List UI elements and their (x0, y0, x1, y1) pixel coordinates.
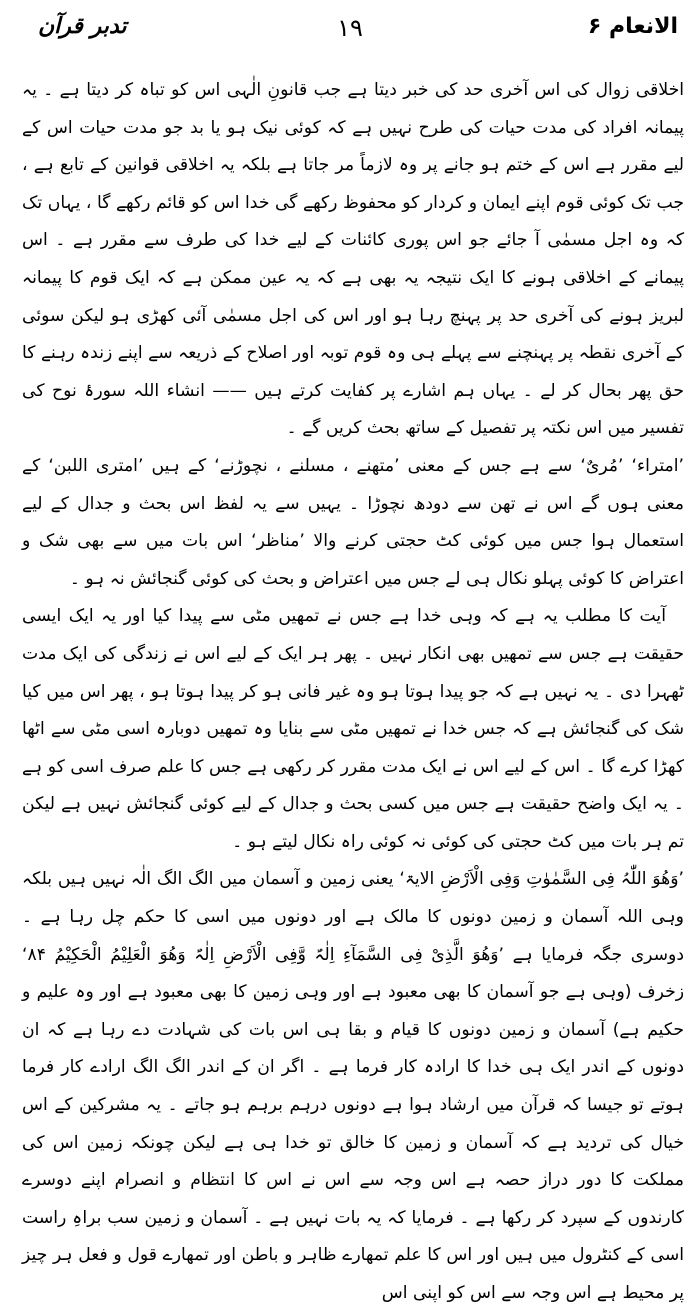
commentary-body (22, 72, 684, 1313)
paragraph-heavens-earth: ’وَھُوَ اللّٰہُ فِی السَّمٰوٰتِ وَفِی الْاَرْضِ الایۃ‘ یعنی زمین و آسمان میں الگ الگ الٰہ نہیں ہیں بلکہ وہی اللہ آسمان و زمین دونوں کا مالک ہے اور دونوں میں اسی کا حکم چل رہا ہے ۔ دوسری جگہ فرمایا ہے ’وَھُوَ الَّذِیْ فِی السَّمَآءِ اِلٰہٌ وَّفِی الْاَرْضِ اِلٰہٌ وَھُوَ الْعَلِیْمُ الْحَکِیْمُ ۸۴‘ زخرف (وہی ہے جو آسمان کا بھی معبود ہے اور وہی زمین کا بھی معبود ہے اور وہ علیم و حکیم ہے) آسمان و زمین دونوں کا قیام و بقا ہی اس بات کی شہادت دے رہا ہے کہ ان دونوں کے اندر ایک ہی خدا کا ارادہ کار فرما ہے ۔ اگر ان کے اندر الگ الگ ارادے کار فرما ہوتے تو جیسا کہ قرآن میں ارشاد ہوا ہے دونوں درہم برہم ہو جاتے ۔ یہ مشرکین کے اس خیال کی تردید ہے کہ آسمان و زمین کا خالق تو خدا ہی ہے لیکن چونکہ زمین اس کی مملکت کا دور دراز حصہ ہے اس وجہ سے اس نے اس کا انتظام و انصرام اپنے دوسرے کارندوں کے سپرد کر رکھا ہے ۔ فرمایا کہ یہ بات نہیں ہے ۔ آسمان و زمین سب براہِ راست اسی کے کنٹرول میں ہیں اور اس کا علم تمھارے ظاہر و باطن اور تمھارے قول و فعل ہر چیز پر محیط ہے اس وجہ سے اس کو اپنی اس (22, 869, 684, 1303)
page-header (0, 0, 700, 66)
paragraph-imtira-meaning: ’امتراء‘ ’مُریٌ‘ سے ہے جس کے معنی ’متھنے ، مسلنے ، نچوڑنے‘ کے ہیں ’امتری اللبن‘ کے معنی ہوں گے اس نے تھن سے دودھ نچوڑا ۔ یہیں سے یہ لفظ اس بحث و جدال کے لیے استعمال ہوا جس میں کوئی کٹ حجتی کرنے والا ’مناظر‘ اس بات میں سے بھی شک و اعتراض کا کوئی پہلو نکال ہی لے جس میں اعتراض و بحث کی کوئی گنجائش نہ ہو ۔ (22, 455, 684, 589)
page-number: ١٩ (337, 14, 363, 42)
paragraph-moral-decline: اخلاقی زوال کی اس آخری حد کی خبر دیتا ہے جب قانونِ الٰہی اس کو تباہ کر دیتا ہے ۔ یہ پیمانہ افراد کی مدت حیات کی طرح نہیں ہے کہ کوئی نیک ہو یا بد جو مدت حیات اس کے لیے مقرر ہے اس کے ختم ہو جانے پر وہ لازماً مر جاتا ہے بلکہ یہ اخلاقی قوانین کے تابع ہے ، جب تک کوئی قوم اپنے ایمان و کردار کو محفوظ رکھے گی خدا اس کو قائم رکھے گا ، یہاں تک کہ وہ اجل مسمٰی آ جائے جو اس پوری کائنات کے لیے خدا کی طرف سے مقرر ہے ۔ اس پیمانے کے اخلاقی ہونے کا ایک نتیجہ یہ بھی ہے کہ یہ عین ممکن ہے کہ ایک قوم کا پیمانہ لبریز ہونے کی آخری حد پر پہنچ رہا ہو اور اس کی اجل مسمٰی آئی کھڑی ہو لیکن سوئی کے آخری نقطہ پر پہنچنے سے پہلے ہی وہ قوم توبہ اور اصلاح کے ذریعہ سے اپنے زندہ رہنے کا حق پھر بحال کر لے ۔ یہاں ہم اشارے پر کفایت کرتے ہیں —— انشاء اللہ سورۂ نوح کی تفسیر میں اس نکتہ پر تفصیل کے ساتھ بحث کریں گے ۔ (22, 80, 684, 439)
paragraph-verse-meaning: آیت کا مطلب یہ ہے کہ وہی خدا ہے جس نے تمھیں مٹی سے پیدا کیا اور یہ ایک ایسی حقیقت ہے جس سے تمھیں بھی انکار نہیں ۔ پھر ہر ایک کے لیے اس نے زندگی کی ایک مدت ٹھہرا دی ۔ یہ نہیں ہے کہ جو پیدا ہوتا ہو وہ غیر فانی ہو کر پیدا ہوتا ہو ، پھر اس میں کیا شک کی گنجائش ہے کہ جس خدا نے تمھیں مٹی سے بنایا وہ تمھیں دوبارہ اسی مٹی سے اٹھا کھڑا کرے گا ۔ اس کے لیے اس نے ایک مدت مقرر کر رکھی ہے جس کا علم صرف اسی کو ہے ۔ یہ ایک واضح حقیقت ہے جس میں کسی بحث و جدال کے لیے کوئی گنجائش نہیں ہے لیکن تم ہر بات میں کٹ حجتی کی کوئی نہ کوئی راہ نکال لیتے ہو ۔ (22, 606, 684, 852)
surah-title: الانعام ۶ (587, 14, 678, 39)
book-title: تدبر قرآن (38, 14, 127, 39)
